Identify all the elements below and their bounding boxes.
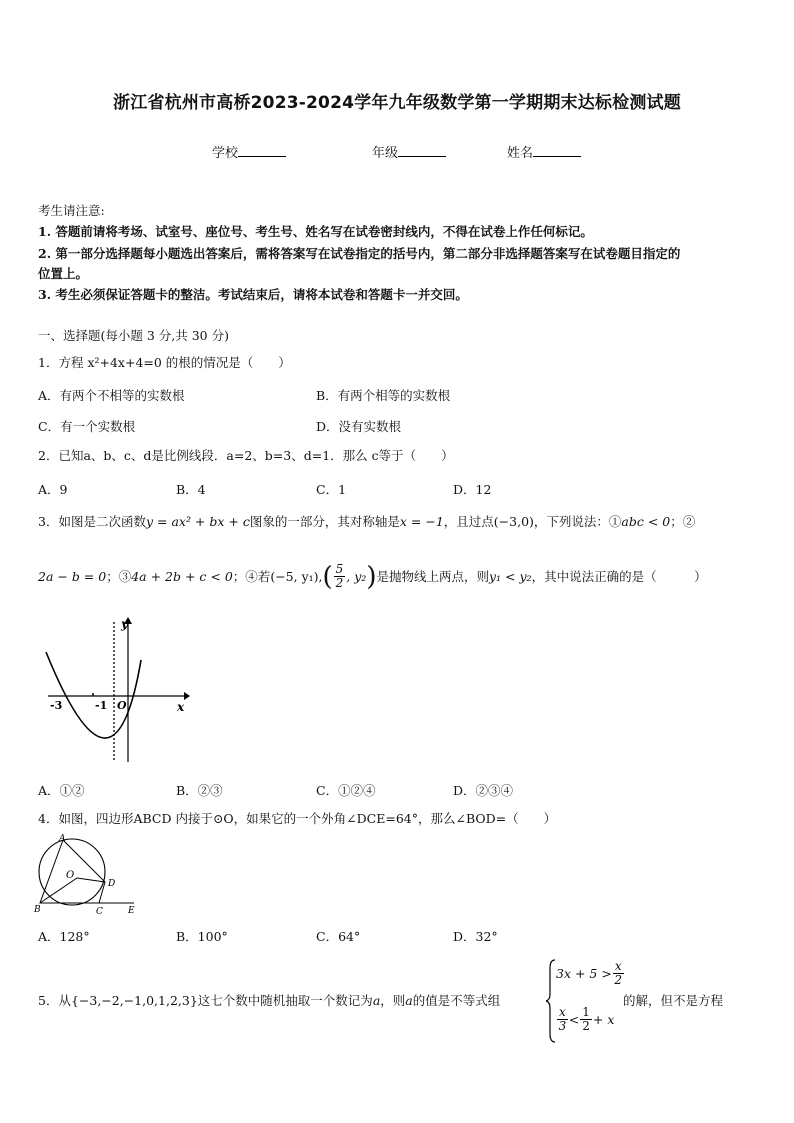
q5-set: {−3,−2,−1,0,1,2,3} [70, 993, 198, 1008]
label-minus-1: -1 [95, 699, 108, 712]
label-x: x [177, 700, 185, 714]
q2-option-c: C．1 [316, 482, 347, 497]
q3-inequality: y₁ < y₂ [489, 568, 532, 584]
q5-var-a-2: a [405, 993, 413, 1008]
x-axis-arrow [184, 692, 190, 700]
q1-prefix: 1．方程 [38, 355, 88, 370]
question-5-stem [38, 993, 500, 1009]
q4-option-d: D．32° [453, 929, 498, 944]
q3-text: ，且过点 [443, 514, 494, 529]
q4-option-a: A．128° [38, 929, 90, 944]
grade-blank [398, 144, 446, 157]
q3-text: ，下列说法：① [533, 514, 622, 529]
ineq2-den2: 2 [582, 1019, 590, 1033]
q4-option-b: B．100° [176, 929, 228, 944]
inequality-2 [556, 1006, 614, 1033]
notice-item-3: 3. 考生必须保证答题卡的整洁。考试结束后，请将本试卷和答题卡一并交回。 [38, 287, 468, 302]
q3-comma: , [318, 568, 323, 584]
q3-fraction [334, 563, 346, 590]
q2-option-d: D．12 [453, 482, 492, 497]
q5-text: 的值是不等式组 [412, 993, 501, 1008]
q3-parabola-graph [38, 612, 193, 772]
ineq2-num: x [559, 1005, 566, 1019]
label-origin: O [117, 699, 127, 712]
q1-option-a: A．有两个不相等的实数根 [38, 388, 185, 403]
q3-option-d: D．②③④ [453, 783, 514, 798]
ineq2-fraction-2 [580, 1006, 592, 1033]
label-e: E [128, 906, 135, 916]
notice-heading: 考生请注意: [38, 203, 105, 218]
q5-text: 这七个数中随机抽取一个数记为 [197, 993, 373, 1008]
q1-suffix: 的根的情况是（ ） [161, 355, 291, 370]
grade-label: 年级 [372, 146, 399, 161]
q3-text: ；③ [106, 568, 132, 584]
school-blank [238, 144, 286, 157]
label-o: O [66, 870, 75, 881]
q3-paren-left: ( [322, 561, 333, 592]
question-3-line-2 [38, 563, 707, 590]
q3-frac-den: 2 [335, 576, 344, 590]
q4-circle-figure [32, 832, 142, 918]
q5-post-text: 的解，但不是方程 [623, 993, 724, 1008]
label-a: A [59, 834, 66, 844]
school-label: 学校 [212, 146, 239, 161]
segment-od [77, 878, 105, 882]
q3-option-a: A．①② [38, 783, 85, 798]
q3-statement-2: 2a − b = 0 [38, 568, 107, 584]
ineq1-fraction [613, 960, 624, 987]
notice-item-2-cont: 位置上。 [38, 266, 89, 281]
ineq1-den: 2 [614, 973, 623, 987]
q3-statement-1: abc < 0 [621, 514, 671, 529]
q1-option-c: C．有一个实数根 [38, 419, 136, 434]
q5-var-a: a [372, 993, 381, 1008]
q3-point-2-tail: , y₂ [346, 568, 367, 584]
name-blank [533, 144, 581, 157]
label-minus-3: -3 [50, 699, 63, 712]
q3-paren-right: ) [366, 561, 377, 592]
label-d: D [108, 879, 116, 889]
segment-bo [40, 878, 77, 903]
label-c: C [96, 907, 103, 917]
school-field [212, 142, 286, 161]
ineq1-num: x [614, 959, 622, 973]
q5-inequality-system [546, 958, 624, 1044]
q3-option-b: B．②③ [176, 783, 223, 798]
q5-text: 5．从 [38, 993, 71, 1008]
ineq2-den: 3 [558, 1019, 567, 1033]
notice-item-1: 1. 答题前请将考场、试室号、座位号、考生号、姓名写在试卷密封线内，不得在试卷上作任何标记。 [38, 224, 593, 239]
ineq1-lhs: 3x + 5 > [556, 966, 612, 981]
q3-function: y = ax² + bx + c [145, 514, 250, 529]
ineq2-num2: 1 [582, 1005, 590, 1019]
q3-point: (−3,0) [493, 514, 534, 529]
q3-axis: x = −1 [399, 514, 444, 529]
section-heading: 一、选择题(每小题 3 分,共 30 分) [38, 328, 229, 343]
q3-text: 图象的一部分，其对称轴是 [249, 514, 400, 529]
q3-text: ，其中说法正确的是（ ） [531, 568, 707, 584]
q1-option-b: B．有两个相等的实数根 [316, 388, 451, 403]
question-3-line-1 [38, 514, 695, 530]
name-label: 姓名 [507, 146, 534, 161]
q2-option-a: A．9 [38, 482, 68, 497]
q3-text: ；② [670, 514, 696, 529]
ineq2-fraction-1 [557, 1006, 568, 1033]
question-2-stem: 2．已知a、b、c、d是比例线段．a=2、b=3、d=1．那么 c等于（ ） [38, 448, 454, 463]
label-b: B [34, 905, 41, 915]
question-1-stem [38, 355, 291, 371]
q1-equation: x²+4x+4=0 [87, 355, 162, 370]
q3-point-1: (−5, y₁) [270, 568, 319, 584]
question-4-stem: 4．如图，四边形ABCD 内接于⊙O，如果它的一个外角∠DCE=64°，那么∠BOD=（ ） [38, 811, 557, 826]
grade-field [372, 142, 446, 161]
name-field [507, 142, 581, 161]
exam-title: 浙江省杭州市高桥2023-2024学年九年级数学第一学期期末达标检测试题 [113, 93, 681, 113]
q5-text: ，则 [380, 993, 406, 1008]
q4-option-c: C．64° [316, 929, 361, 944]
ineq2-tail: + x [592, 1012, 615, 1027]
q1-option-d: D．没有实数根 [316, 419, 402, 434]
q3-text: 3．如图是二次函数 [38, 514, 146, 529]
q3-text: 是抛物线上两点，则 [376, 568, 489, 584]
notice-item-2: 2. 第一部分选择题每小题选出答案后，需将答案写在试卷指定的括号内，第二部分非选择题答案写在试卷题目指定的 [38, 246, 681, 261]
q2-option-b: B．4 [176, 482, 206, 497]
q3-statement-3: 4a + 2b + c < 0 [131, 568, 233, 584]
ineq2-lt: < [568, 1012, 580, 1027]
q3-text: ；④若 [232, 568, 271, 584]
q3-frac-num: 5 [335, 562, 344, 576]
brace-icon [546, 958, 556, 1044]
label-y: y [121, 617, 128, 631]
q3-option-c: C．①②④ [316, 783, 376, 798]
inequality-1 [556, 960, 625, 987]
